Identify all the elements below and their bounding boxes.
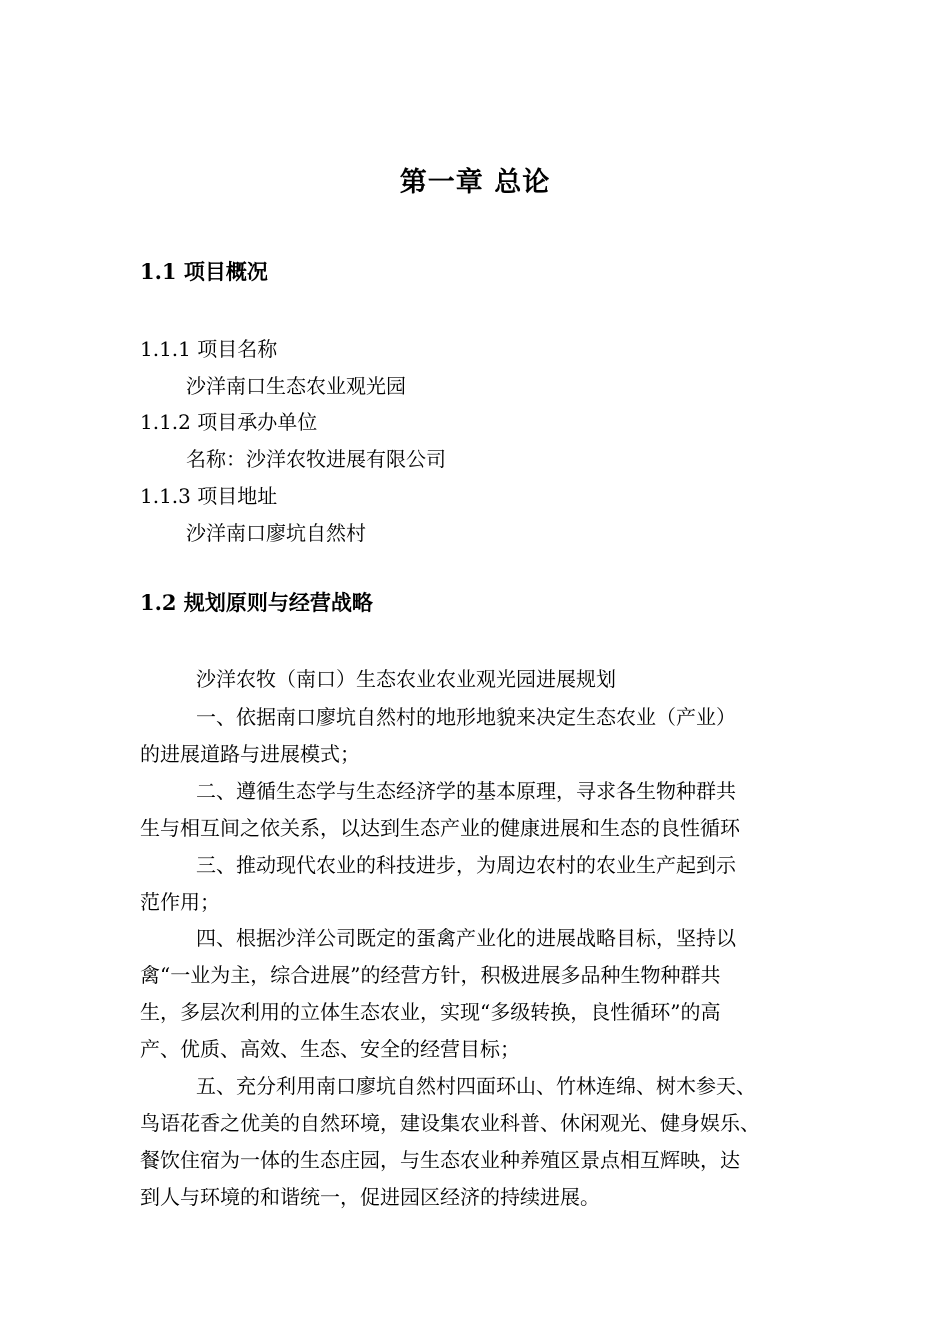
paragraph-line: 一、依据南口廖坑自然村的地形地貌来决定生态农业（产业） bbox=[196, 705, 736, 729]
paragraph-line: 生，多层次利用的立体生态农业，实现“多级转换，良性循环”的高 bbox=[140, 1000, 721, 1024]
item-heading-project-organizer: 1.1.2 项目承办单位 bbox=[140, 410, 318, 434]
paragraph-line: 三、推动现代农业的科技进步，为周边农村的农业生产起到示 bbox=[196, 853, 736, 877]
item-content-project-name: 沙洋南口生态农业观光园 bbox=[186, 374, 406, 398]
paragraph-line: 餐饮住宿为一体的生态庄园，与生态农业种养殖区景点相互辉映，达 bbox=[140, 1148, 740, 1172]
item-heading-project-address: 1.1.3 项目地址 bbox=[140, 484, 278, 508]
paragraph-line: 的进展道路与进展模式； bbox=[140, 742, 360, 766]
section-heading-1-1: 1.1 项目概况 bbox=[140, 259, 268, 284]
section-heading-1-2: 1.2 规划原则与经营战略 bbox=[140, 590, 373, 615]
planning-intro: 沙洋农牧（南口）生态农业农业观光园进展规划 bbox=[196, 667, 616, 691]
paragraph-line: 五、充分利用南口廖坑自然村四面环山、竹林连绵、树木参天、 bbox=[196, 1074, 756, 1098]
chapter-title: 第一章 总论 bbox=[399, 167, 551, 198]
paragraph-line: 鸟语花香之优美的自然环境，建设集农业科普、休闲观光、健身娱乐、 bbox=[140, 1111, 760, 1135]
paragraph-line: 范作用； bbox=[140, 890, 220, 914]
paragraph-line: 二、遵循生态学与生态经济学的基本原理，寻求各生物种群共 bbox=[196, 779, 736, 803]
item-content-project-organizer: 名称：沙洋农牧进展有限公司 bbox=[186, 447, 446, 471]
paragraph-line: 禽“一业为主，综合进展”的经营方针，积极进展多品种生物种群共 bbox=[140, 963, 721, 987]
paragraph-line: 产、优质、高效、生态、安全的经营目标； bbox=[140, 1037, 520, 1061]
paragraph-line: 生与相互间之依关系，以达到生态产业的健康进展和生态的良性循环 bbox=[140, 816, 740, 840]
paragraph-line: 到人与环境的和谐统一，促进园区经济的持续进展。 bbox=[140, 1185, 600, 1209]
item-heading-project-name: 1.1.1 项目名称 bbox=[140, 337, 278, 361]
item-content-project-address: 沙洋南口廖坑自然村 bbox=[186, 521, 366, 545]
paragraph-line: 四、根据沙洋公司既定的蛋禽产业化的进展战略目标，坚持以 bbox=[196, 926, 736, 950]
